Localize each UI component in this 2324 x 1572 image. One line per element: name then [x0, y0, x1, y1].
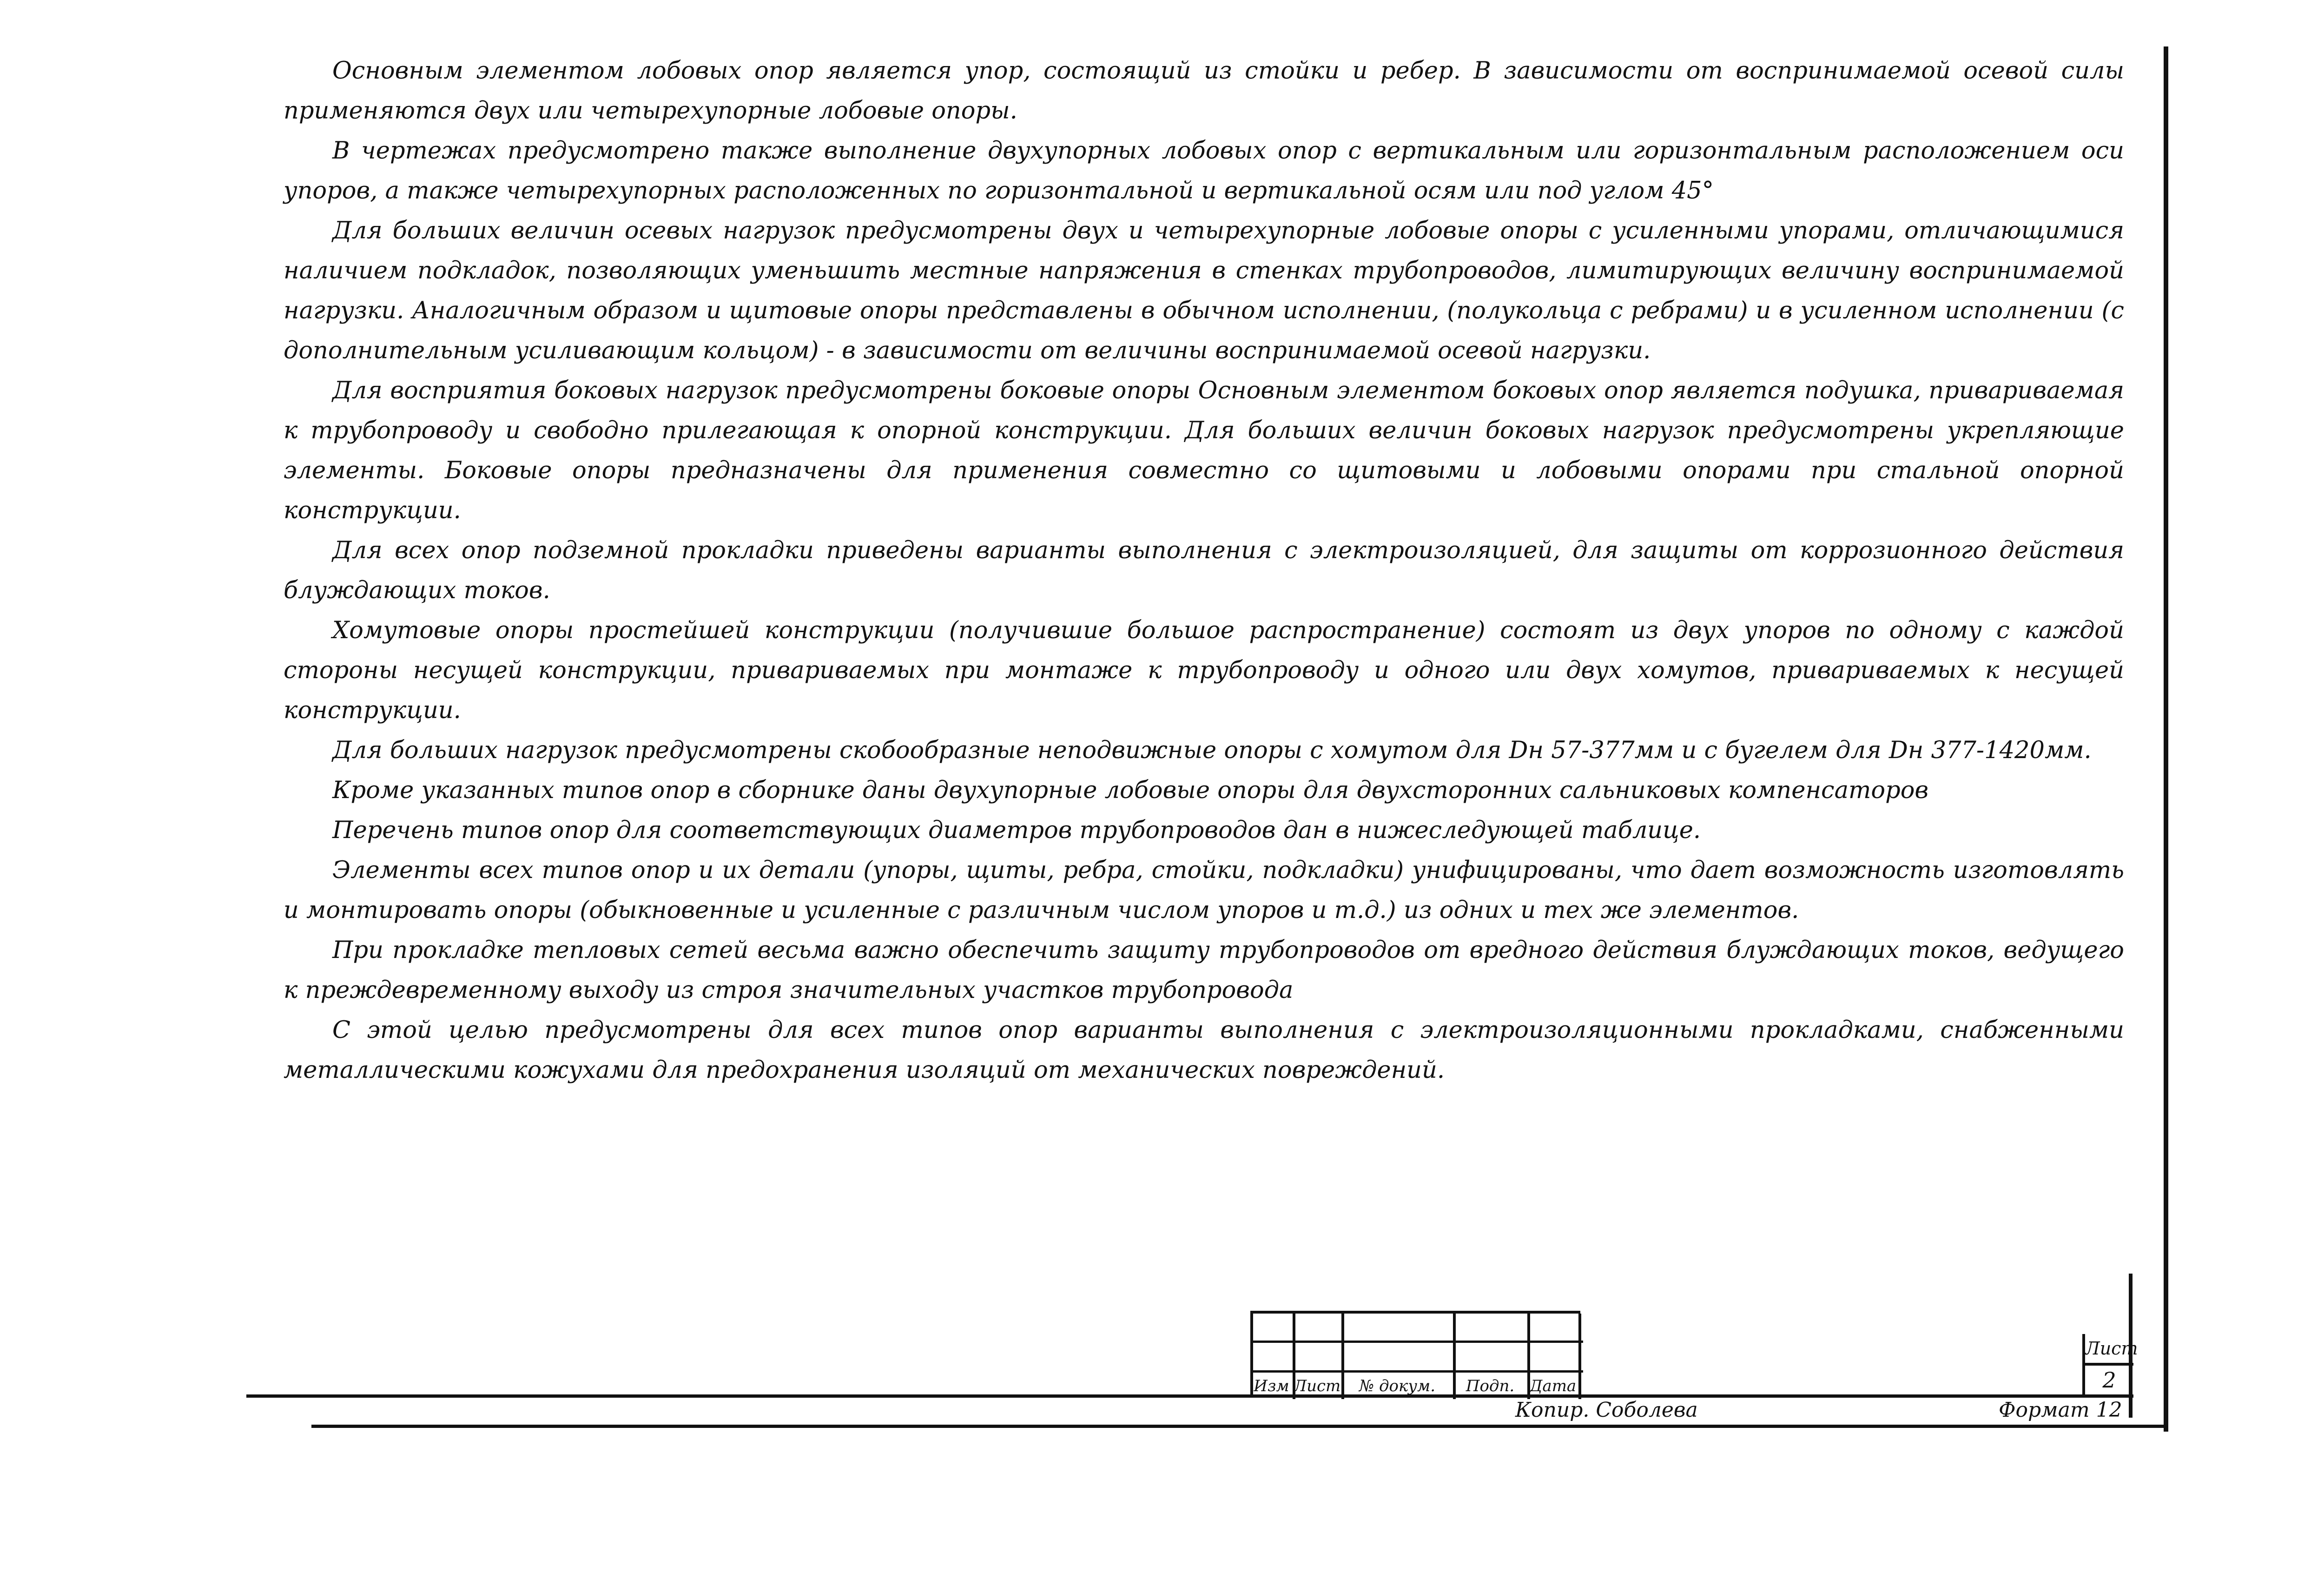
grid-line [1253, 1370, 1583, 1373]
copier-name: Копир. Соболева [1515, 1398, 1698, 1422]
sheet-format: Формат 12 [1999, 1398, 2122, 1422]
grid-line [1253, 1341, 1583, 1343]
paragraph: Основным элементом лобовых опор является упор, состоящий из стойки и ребер. В зависимости от воспринимаемой осевой силы применяются двух или четырехупорные лобовые опоры. [284, 57, 2124, 125]
paragraph: Для всех опор подземной прокладки приведены варианты выполнения с электроизоляцией, для защиты от коррозионного действия блуждающих токов. [284, 537, 2124, 604]
paragraph: Хомутовые опоры простейшей конструкции (получившие большое распространение) состоят из двух упоров по одному с каждой стороны несущей конструкции, привариваемых при монтаже к трубопроводу и одного или двух хомутов, привариваемых к несущей конструкции. [284, 617, 2124, 724]
col-podp-label: Подп. [1466, 1377, 1515, 1395]
col-data-label: Дата [1529, 1377, 1577, 1395]
paragraph: Перечень типов опор для соответствующих диаметров трубопроводов дан в нижеследующей таблице. [332, 817, 1701, 844]
sheet-label: Лист [2085, 1338, 2138, 1359]
paragraph: В чертежах предусмотрено также выполнение двухупорных лобовых опор с вертикальным или горизонтальным расположением оси упоров, а также четырехупорных расположенных по горизонтальной и вертикальной осям или под углом 45° [284, 137, 2124, 205]
revision-grid [1250, 1311, 1580, 1396]
col-izm-label: Изм [1254, 1377, 1289, 1395]
frame-border-right [2164, 46, 2168, 1432]
paragraph: Кроме указанных типов опор в сборнике даны двухупорные лобовые опоры для двухсторонних сальниковых компенсаторов [332, 777, 1929, 804]
sheet-number-box [2082, 1334, 2138, 1396]
sheet-number: 2 [2102, 1367, 2116, 1393]
paragraph: Для больших величин осевых нагрузок предусмотрены двух и четырехупорные лобовые опоры с усиленными упорами, отличающимися наличием подкладок, позволяющих уменьшить местные напряжения в стенках трубопроводов, лимитирующих величину воспринимаемой нагрузки. Аналогичным образом и щитовые опоры представлены в обычном исполнении, (полукольца с ребрами) и в усиленном исполнении (с дополнительным усиливающим кольцом) - в зависимости от величины воспринимаемой осевой нагрузки. [284, 217, 2124, 364]
paragraph: При прокладке тепловых сетей весьма важно обеспечить защиту трубопроводов от вредного действия блуждающих токов, ведущего к преждевременному выходу из строя значительных участков трубопровода [284, 937, 2124, 1004]
paragraph: С этой целью предусмотрены для всех типов опор варианты выполнения с электроизоляционными прокладками, снабженными металлическими кожухами для предохранения изоляций от механических повреждений. [284, 1017, 2124, 1084]
grid-line [1578, 1314, 1581, 1399]
frame-border-bottom-outer [311, 1425, 2166, 1428]
paragraph: Элементы всех типов опор и их детали (упоры, щиты, ребра, стойки, подкладки) унифицированы, что дает возможность изготовлять и монтировать опоры (обыкновенные и усиленные с различным числом упоров и т.д.) из одних и тех же элементов. [284, 857, 2124, 924]
col-list-label: Лист [1293, 1377, 1341, 1395]
paragraph: Для восприятия боковых нагрузок предусмотрены боковые опоры Основным элементом боковых опор является подушка, привариваемая к трубопроводу и свободно прилегающая к опорной конструкции. Для больших величин боковых нагрузок предусмотрены укрепляющие элементы. Боковые опоры предназначены для применения совместно со щитовыми и лобовыми опорами при стальной опорной конструкции. [284, 377, 2124, 524]
explanatory-text [284, 51, 2124, 1090]
title-block [1250, 1311, 2138, 1396]
paragraph: Для больших нагрузок предусмотрены скобообразные неподвижные опоры с хомутом для Dн 57-377мм и с бугелем для Dн 377-1420мм. [332, 737, 2092, 764]
col-doc-label: № докум. [1359, 1377, 1436, 1395]
